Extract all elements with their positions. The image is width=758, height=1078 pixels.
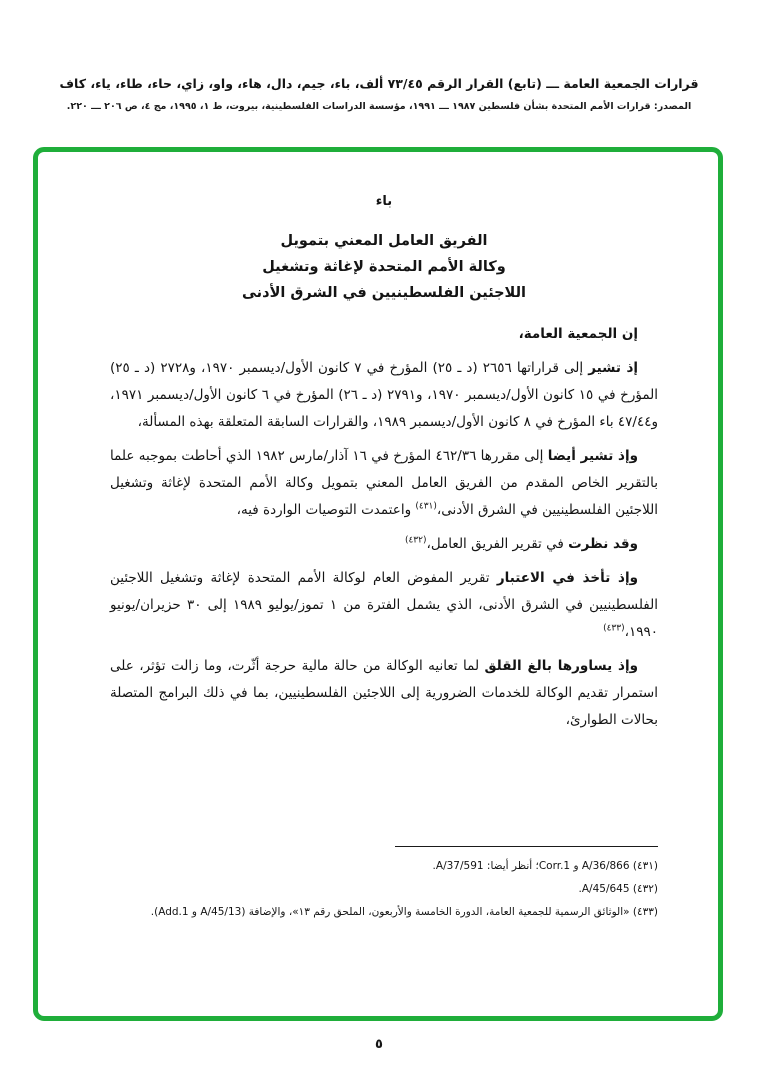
preamble-paragraph-6 [110,653,658,734]
paragraph-body: تقرير المفوض العام لوكالة الأمم المتحدة لإغاثة وتشغيل اللاجئين الفلسطينيين في الشرق الأدنى، الذي يشمل الفترة من ١ تموز/يوليو ١٩٨٩ إلى ٣٠ حزيران/يونيو ١٩٩٠، [110,570,658,640]
footnote-433: (٤٣٣) «الوثائق الرسمية للجمعية العامة، الدورة الخامسة والأربعون، الملحق رقم ١٣»، والإضافة (A/45/13 و Add.1). [150,906,658,918]
preamble-paragraph-5 [110,565,658,646]
page-number: ٥ [375,1037,383,1052]
page-header [20,76,738,112]
preamble-paragraph-2 [110,355,658,436]
document-title [110,228,658,306]
footnote-432: (٤٣٢) A/45/645. [578,883,658,895]
footnote-separator [395,846,658,847]
section-letter: باء [375,194,393,209]
paragraph-lead: وإذ تأخذ في الاعتبار [496,570,638,586]
preamble-paragraph-1 [110,321,658,348]
paragraph-tail: واعتمدت التوصيات الواردة فيه، [236,502,416,518]
paragraph-body: إلى قراراتها ٢٦٥٦ (د ـ ٢٥) المؤرخ في ٧ كانون الأول/ديسمبر ١٩٧٠، و٢٧٢٨ (د ـ ٢٥) المؤرخ في ١٥ كانون الأول/ديسمبر ١٩٧٠، و٢٧٩١ (د ـ ٢٦) المؤرخ في ٦ كانون الأول/ديسمبر ١٩٧١، و٤٧/٤٤ باء المؤرخ في ٨ كانون الأول/ديسمبر ١٩٨٩، والقرارات السابقة المتعلقة بهذه المسألة، [110,360,659,430]
header-source-line: المصدر: قرارات الأمم المتحدة بشأن فلسطين ١٩٨٧ ـــ ١٩٩١، مؤسسة الدراسات الفلسطينية، بيروت، ط ١، ١٩٩٥، مج ٤، ص ٢٠٦ ـــ ٢٢٠. [66,101,692,112]
paragraph-lead: وقد نظرت [568,536,638,552]
title-line-3: اللاجئين الفلسطينيين في الشرق الأدنى [242,285,526,301]
paragraph-body: لما تعانيه الوكالة من حالة مالية حرجة أثّرت، وما زالت تؤثر، على استمرار تقديم الوكالة للخدمات الضرورية إلى اللاجئين الفلسطينيين، بما في ذلك البرامج المتصلة بحالات الطوارئ، [110,658,658,728]
footnote-marker-432: (٤٣٢) [404,535,427,546]
header-resolution-title: قرارات الجمعية العامة ـــ (تابع) القرار الرقم ٧٣/٤٥ ألف، باء، جيم، دال، هاء، واو، زاي، حاء، طاء، ياء، كاف [59,76,699,91]
paragraph-body: إلى مقررها ٤٦٢/٣٦ المؤرخ في ١٦ آذار/مارس ١٩٨٢ الذي أحاطت بموجبه علما بالتقرير الخاص المقدم من الفريق العامل المعني بتمويل وكالة الأمم المتحدة لإغاثة وتشغيل اللاجئين الفلسطينيين في الشرق الأدنى، [110,448,658,518]
paragraph-body: في تقرير الفريق العامل، [426,536,569,552]
paragraph-lead: إذ تشير [588,360,638,376]
title-line-1: الفريق العامل المعني بتمويل [280,233,488,249]
title-line-2: وكالة الأمم المتحدة لإغاثة وتشغيل [262,259,506,275]
footnotes-section [110,846,658,925]
document-content [110,188,658,741]
preamble-paragraph-4 [110,531,658,558]
paragraph-lead: إن الجمعية العامة، [518,326,638,342]
paragraph-lead: وإذ يساورها بالغ القلق [484,658,638,674]
footnote-marker-431: (٤٣١) [415,501,437,512]
footnote-431: (٤٣١) A/36/866 و Corr.1؛ أنظر أيضا: A/37/591. [432,860,658,872]
footnote-marker-433: (٤٣٣) [603,623,625,634]
paragraph-lead: وإذ تشير أيضا [547,448,639,464]
preamble-paragraph-3 [110,443,658,524]
